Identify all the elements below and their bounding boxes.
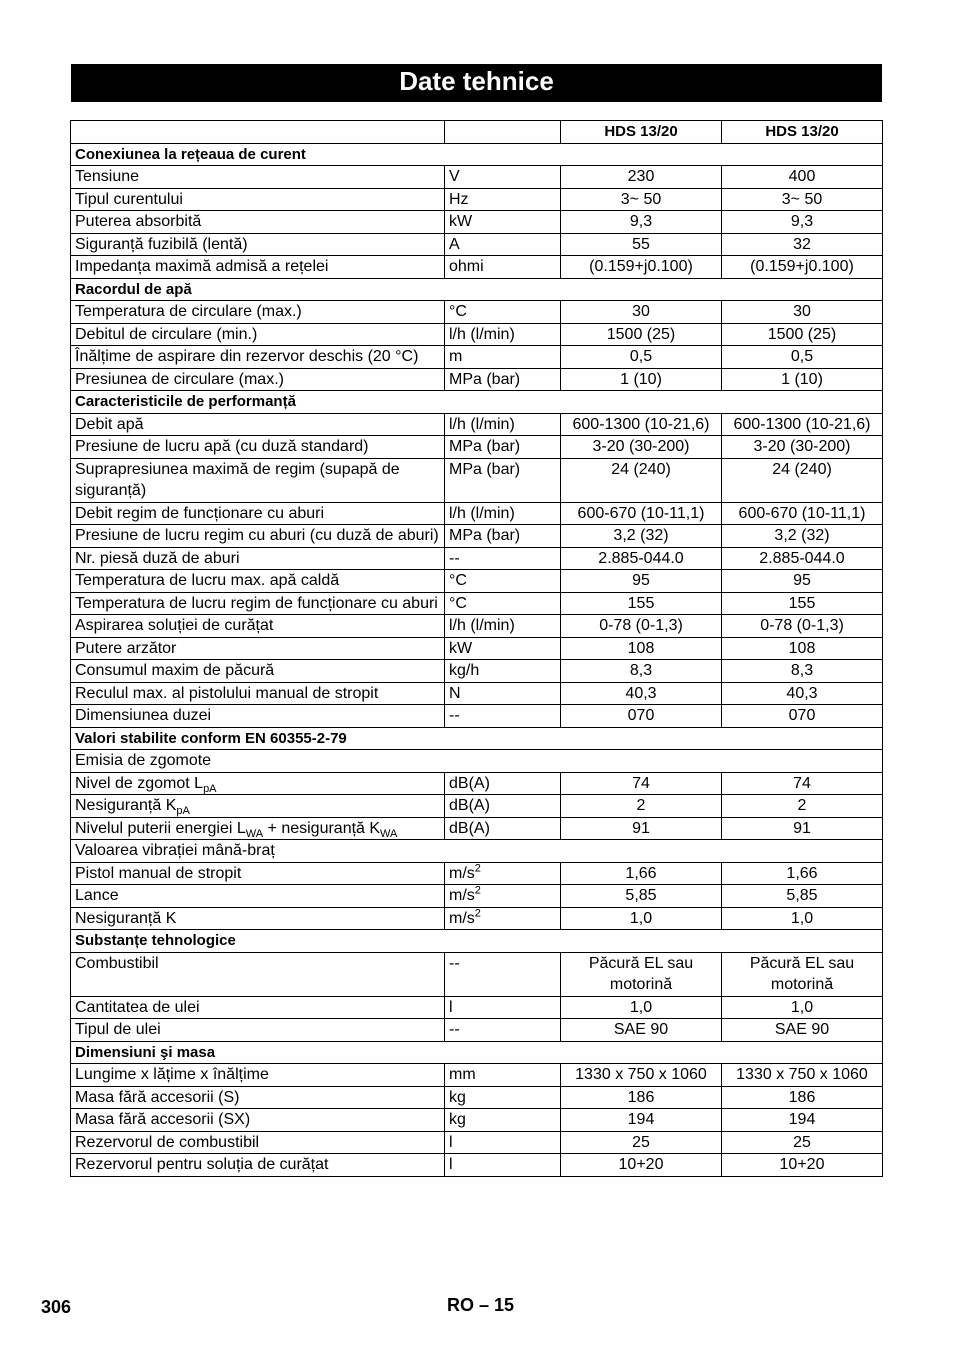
technical-data-table bbox=[70, 120, 883, 1177]
section-header-row bbox=[71, 727, 883, 750]
subsection-title: Emisia de zgomote bbox=[71, 750, 883, 773]
unit: l bbox=[449, 998, 453, 1016]
param-label: Nivel de zgomot L bbox=[75, 774, 204, 792]
unit-cell bbox=[445, 885, 561, 908]
unit-cell bbox=[445, 436, 561, 459]
value-model-2: 8,3 bbox=[722, 660, 883, 683]
value-model-1: 186 bbox=[561, 1086, 722, 1109]
unit-cell bbox=[445, 346, 561, 369]
param-label-cell bbox=[71, 436, 445, 459]
table-header-row bbox=[71, 121, 883, 144]
section-title: Dimensiuni şi masa bbox=[71, 1041, 883, 1064]
table-row bbox=[71, 817, 883, 840]
table-row bbox=[71, 413, 883, 436]
page-title: Date tehnice bbox=[71, 64, 882, 102]
value-model-1: 600-670 (10-11,1) bbox=[561, 502, 722, 525]
value-model-1: 194 bbox=[561, 1109, 722, 1132]
param-label-cell bbox=[71, 188, 445, 211]
unit-cell bbox=[445, 166, 561, 189]
unit: dB(A) bbox=[449, 797, 490, 814]
header-model-2: HDS 13/20 bbox=[722, 121, 883, 144]
param-label-tail-subscript: WA bbox=[380, 827, 398, 840]
value-model-1: 74 bbox=[561, 772, 722, 795]
unit: l/h (l/min) bbox=[449, 617, 515, 634]
value-model-2: 1,0 bbox=[722, 907, 883, 930]
param-label: Rezervorul de combustibil bbox=[75, 1133, 260, 1151]
unit-cell bbox=[445, 862, 561, 885]
param-label-cell bbox=[71, 1086, 445, 1109]
param-label: Înălțime de aspirare din rezervor deschis (20 °C) bbox=[75, 348, 419, 365]
header-label-cell bbox=[71, 121, 445, 144]
value-model-2: 95 bbox=[722, 570, 883, 593]
unit-cell bbox=[445, 705, 561, 728]
param-label-cell bbox=[71, 682, 445, 705]
unit: -- bbox=[449, 954, 460, 972]
unit-cell bbox=[445, 660, 561, 683]
param-label-cell bbox=[71, 996, 445, 1019]
param-label-cell bbox=[71, 1064, 445, 1087]
unit: l bbox=[449, 1156, 453, 1173]
unit: kW bbox=[449, 213, 473, 230]
table-row bbox=[71, 502, 883, 525]
unit: kW bbox=[449, 639, 473, 657]
table-row bbox=[71, 256, 883, 279]
value-model-1: 3,2 (32) bbox=[561, 525, 722, 548]
unit: MPa (bar) bbox=[449, 460, 521, 478]
value-model-1: 1,0 bbox=[561, 996, 722, 1019]
param-label: Temperatura de lucru max. apă caldă bbox=[75, 572, 340, 589]
table-row bbox=[71, 795, 883, 818]
value-model-1: 070 bbox=[561, 705, 722, 728]
value-model-1: 1,66 bbox=[561, 862, 722, 885]
value-model-2: 32 bbox=[722, 233, 883, 256]
param-label: Nesiguranță K bbox=[75, 909, 177, 927]
value-model-1: 55 bbox=[561, 233, 722, 256]
table-row bbox=[71, 301, 883, 324]
unit: m bbox=[449, 348, 463, 365]
param-label-cell bbox=[71, 301, 445, 324]
value-model-2: 400 bbox=[722, 166, 883, 189]
table-row bbox=[71, 862, 883, 885]
value-model-2: 2 bbox=[722, 795, 883, 818]
param-label: Lungime x lățime x înălțime bbox=[75, 1066, 269, 1083]
unit-cell bbox=[445, 368, 561, 391]
value-model-2: 5,85 bbox=[722, 885, 883, 908]
table-row bbox=[71, 436, 883, 459]
value-model-2: 3,2 (32) bbox=[722, 525, 883, 548]
header-model-1: HDS 13/20 bbox=[561, 121, 722, 144]
value-model-2: Păcură EL sau motorină bbox=[722, 952, 883, 996]
unit-cell bbox=[445, 1131, 561, 1154]
value-model-2: 40,3 bbox=[722, 682, 883, 705]
unit: l/h (l/min) bbox=[449, 415, 515, 433]
unit: dB(A) bbox=[449, 819, 490, 837]
value-model-1: 2.885-044.0 bbox=[561, 547, 722, 570]
unit: kg bbox=[449, 1088, 466, 1106]
param-label-cell bbox=[71, 795, 445, 818]
value-model-1: 2 bbox=[561, 795, 722, 818]
unit: MPa (bar) bbox=[449, 527, 521, 544]
table-row bbox=[71, 885, 883, 908]
unit: m/s bbox=[449, 887, 475, 904]
unit-superscript: 2 bbox=[474, 862, 481, 875]
table-row bbox=[71, 615, 883, 638]
param-label: Rezervorul pentru soluția de curățat bbox=[75, 1156, 329, 1173]
page-number: 306 bbox=[41, 1297, 72, 1317]
unit: ohmi bbox=[449, 258, 484, 275]
section-title: Valori stabilite conform EN 60355-2-79 bbox=[71, 727, 883, 750]
section-title: Racordul de apă bbox=[71, 278, 883, 301]
value-model-1: 155 bbox=[561, 592, 722, 615]
value-model-2: 155 bbox=[722, 592, 883, 615]
unit: -- bbox=[449, 549, 460, 567]
param-label-cell bbox=[71, 660, 445, 683]
section-title: Substanțe tehnologice bbox=[71, 930, 883, 953]
unit: -- bbox=[449, 707, 460, 724]
param-label: Pistol manual de stropit bbox=[75, 864, 242, 882]
param-label-cell bbox=[71, 637, 445, 660]
value-model-1: 9,3 bbox=[561, 211, 722, 234]
table-row bbox=[71, 1131, 883, 1154]
value-model-2: (0.159+j0.100) bbox=[722, 256, 883, 279]
param-label-cell bbox=[71, 907, 445, 930]
param-label: Consumul maxim de păcură bbox=[75, 662, 275, 679]
param-label-cell bbox=[71, 772, 445, 795]
value-model-1: 3-20 (30-200) bbox=[561, 436, 722, 459]
value-model-1: 1500 (25) bbox=[561, 323, 722, 346]
value-model-1: 230 bbox=[561, 166, 722, 189]
unit-cell bbox=[445, 502, 561, 525]
value-model-2: 3-20 (30-200) bbox=[722, 436, 883, 459]
value-model-1: 0,5 bbox=[561, 346, 722, 369]
param-label: Debitul de circulare (min.) bbox=[75, 325, 258, 343]
unit: l/h (l/min) bbox=[449, 325, 515, 343]
unit-cell bbox=[445, 256, 561, 279]
param-label: Lance bbox=[75, 887, 119, 904]
value-model-1: 3~ 50 bbox=[561, 188, 722, 211]
unit: °C bbox=[449, 303, 467, 320]
unit: kg bbox=[449, 1111, 466, 1128]
table-row bbox=[71, 1064, 883, 1087]
unit-cell bbox=[445, 682, 561, 705]
param-label-subscript: pA bbox=[176, 805, 190, 818]
param-label-cell bbox=[71, 615, 445, 638]
unit-cell bbox=[445, 323, 561, 346]
value-model-1: 95 bbox=[561, 570, 722, 593]
unit-cell bbox=[445, 211, 561, 234]
value-model-2: 108 bbox=[722, 637, 883, 660]
unit-superscript: 2 bbox=[474, 884, 481, 897]
value-model-2: 070 bbox=[722, 705, 883, 728]
unit: A bbox=[449, 235, 460, 253]
param-label: Puterea absorbită bbox=[75, 213, 202, 230]
section-header-row bbox=[71, 391, 883, 414]
param-label-cell bbox=[71, 368, 445, 391]
param-label-cell bbox=[71, 502, 445, 525]
table-row bbox=[71, 682, 883, 705]
param-label-cell bbox=[71, 592, 445, 615]
param-label: Temperatura de circulare (max.) bbox=[75, 303, 302, 320]
param-label-cell bbox=[71, 233, 445, 256]
param-label-cell bbox=[71, 346, 445, 369]
param-label: Masa fără accesorii (S) bbox=[75, 1088, 240, 1106]
subsection-title: Valoarea vibrației mână-braț bbox=[71, 840, 883, 863]
unit: -- bbox=[449, 1021, 460, 1038]
table-row bbox=[71, 1086, 883, 1109]
value-model-2: 600-1300 (10-21,6) bbox=[722, 413, 883, 436]
unit-cell bbox=[445, 301, 561, 324]
param-label: Combustibil bbox=[75, 954, 159, 972]
unit-cell bbox=[445, 795, 561, 818]
value-model-1: (0.159+j0.100) bbox=[561, 256, 722, 279]
table-row bbox=[71, 592, 883, 615]
unit-cell bbox=[445, 952, 561, 996]
param-label: Suprapresiunea maximă de regim (supapă de siguranță) bbox=[75, 460, 400, 499]
param-label: Presiunea de circulare (max.) bbox=[75, 370, 284, 388]
value-model-2: 0-78 (0-1,3) bbox=[722, 615, 883, 638]
value-model-1: 30 bbox=[561, 301, 722, 324]
value-model-2: 10+20 bbox=[722, 1154, 883, 1177]
table-row bbox=[71, 233, 883, 256]
param-label-cell bbox=[71, 525, 445, 548]
value-model-2: 186 bbox=[722, 1086, 883, 1109]
table-row bbox=[71, 368, 883, 391]
table-row bbox=[71, 952, 883, 996]
value-model-2: 1500 (25) bbox=[722, 323, 883, 346]
param-label: Presiune de lucru apă (cu duză standard) bbox=[75, 438, 369, 455]
value-model-2: 1,66 bbox=[722, 862, 883, 885]
value-model-1: 10+20 bbox=[561, 1154, 722, 1177]
unit: dB(A) bbox=[449, 774, 490, 792]
table-row bbox=[71, 211, 883, 234]
value-model-1: 600-1300 (10-21,6) bbox=[561, 413, 722, 436]
unit: Hz bbox=[449, 190, 469, 208]
param-label-cell bbox=[71, 1154, 445, 1177]
value-model-1: 25 bbox=[561, 1131, 722, 1154]
param-label: Cantitatea de ulei bbox=[75, 998, 200, 1016]
unit: °C bbox=[449, 594, 467, 612]
param-label: Presiune de lucru regim cu aburi (cu duză de aburi) bbox=[75, 527, 439, 544]
param-label: Dimensiunea duzei bbox=[75, 707, 212, 724]
param-label-cell bbox=[71, 547, 445, 570]
param-label-cell bbox=[71, 458, 445, 502]
value-model-1: 40,3 bbox=[561, 682, 722, 705]
table-row bbox=[71, 1154, 883, 1177]
value-model-2: 1 (10) bbox=[722, 368, 883, 391]
param-label-cell bbox=[71, 323, 445, 346]
unit-cell bbox=[445, 458, 561, 502]
param-label: Nr. piesă duză de aburi bbox=[75, 549, 240, 567]
unit-cell bbox=[445, 413, 561, 436]
table-row bbox=[71, 166, 883, 189]
unit-cell bbox=[445, 1064, 561, 1087]
param-label: Reculul max. al pistolului manual de stropit bbox=[75, 684, 379, 702]
unit-cell bbox=[445, 547, 561, 570]
value-model-1: Păcură EL sau motorină bbox=[561, 952, 722, 996]
unit: m/s bbox=[449, 864, 475, 882]
param-label-cell bbox=[71, 885, 445, 908]
param-label-cell bbox=[71, 256, 445, 279]
unit-cell bbox=[445, 772, 561, 795]
value-model-2: 600-670 (10-11,1) bbox=[722, 502, 883, 525]
section-header-row bbox=[71, 143, 883, 166]
unit-cell bbox=[445, 188, 561, 211]
value-model-1: 1,0 bbox=[561, 907, 722, 930]
unit-cell bbox=[445, 637, 561, 660]
value-model-1: 5,85 bbox=[561, 885, 722, 908]
param-label: Debit regim de funcționare cu aburi bbox=[75, 504, 325, 522]
table-row bbox=[71, 525, 883, 548]
param-label: Temperatura de lucru regim de funcționare cu aburi bbox=[75, 594, 438, 612]
value-model-1: 108 bbox=[561, 637, 722, 660]
value-model-2: SAE 90 bbox=[722, 1019, 883, 1042]
param-label-cell bbox=[71, 211, 445, 234]
unit-cell bbox=[445, 615, 561, 638]
value-model-1: 1330 x 750 x 1060 bbox=[561, 1064, 722, 1087]
param-label-cell bbox=[71, 166, 445, 189]
subsection-row bbox=[71, 840, 883, 863]
unit-cell bbox=[445, 1086, 561, 1109]
header-unit-cell bbox=[445, 121, 561, 144]
unit: N bbox=[449, 684, 461, 702]
table-row bbox=[71, 1109, 883, 1132]
table-row bbox=[71, 188, 883, 211]
param-label-cell bbox=[71, 1109, 445, 1132]
param-label-cell bbox=[71, 705, 445, 728]
value-model-2: 1330 x 750 x 1060 bbox=[722, 1064, 883, 1087]
param-label-subscript: WA bbox=[245, 827, 264, 840]
value-model-2: 194 bbox=[722, 1109, 883, 1132]
value-model-2: 9,3 bbox=[722, 211, 883, 234]
param-label-cell bbox=[71, 817, 445, 840]
param-label: Aspirarea soluției de curățat bbox=[75, 617, 274, 634]
param-label: Tipul curentului bbox=[75, 190, 183, 208]
param-label-cell bbox=[71, 570, 445, 593]
param-label: Siguranță fuzibilă (lentă) bbox=[75, 235, 248, 253]
value-model-1: 8,3 bbox=[561, 660, 722, 683]
value-model-1: 91 bbox=[561, 817, 722, 840]
table-row bbox=[71, 907, 883, 930]
page-reference: RO – 15 bbox=[447, 1295, 515, 1315]
param-label: Putere arzător bbox=[75, 639, 177, 657]
unit-cell bbox=[445, 1109, 561, 1132]
param-label: Tipul de ulei bbox=[75, 1021, 161, 1038]
section-header-row bbox=[71, 930, 883, 953]
unit-cell bbox=[445, 1154, 561, 1177]
param-label-cell bbox=[71, 952, 445, 996]
table-row bbox=[71, 458, 883, 502]
subsection-row bbox=[71, 750, 883, 773]
value-model-2: 91 bbox=[722, 817, 883, 840]
unit: kg/h bbox=[449, 662, 480, 679]
param-label-cell bbox=[71, 1131, 445, 1154]
param-label-subscript: pA bbox=[203, 782, 217, 795]
table-row bbox=[71, 705, 883, 728]
param-label-tail: + nesiguranță K bbox=[263, 819, 381, 837]
unit: l bbox=[449, 1133, 453, 1151]
section-title: Conexiunea la rețeaua de curent bbox=[71, 143, 883, 166]
table-row bbox=[71, 637, 883, 660]
value-model-2: 2.885-044.0 bbox=[722, 547, 883, 570]
unit: V bbox=[449, 168, 460, 185]
section-header-row bbox=[71, 278, 883, 301]
unit-cell bbox=[445, 817, 561, 840]
unit: mm bbox=[449, 1066, 476, 1083]
unit-cell bbox=[445, 233, 561, 256]
table-row bbox=[71, 570, 883, 593]
param-label: Tensiune bbox=[75, 168, 140, 185]
unit: °C bbox=[449, 572, 467, 589]
unit: MPa (bar) bbox=[449, 370, 521, 388]
param-label: Masa fără accesorii (SX) bbox=[75, 1111, 251, 1128]
unit-cell bbox=[445, 1019, 561, 1042]
value-model-2: 25 bbox=[722, 1131, 883, 1154]
value-model-2: 3~ 50 bbox=[722, 188, 883, 211]
value-model-2: 30 bbox=[722, 301, 883, 324]
unit-cell bbox=[445, 525, 561, 548]
unit: MPa (bar) bbox=[449, 438, 521, 455]
unit-cell bbox=[445, 907, 561, 930]
table-row bbox=[71, 996, 883, 1019]
param-label-cell bbox=[71, 862, 445, 885]
section-header-row bbox=[71, 1041, 883, 1064]
value-model-2: 0,5 bbox=[722, 346, 883, 369]
value-model-1: 24 (240) bbox=[561, 458, 722, 502]
param-label: Debit apă bbox=[75, 415, 144, 433]
section-title: Caracteristicile de performanță bbox=[71, 391, 883, 414]
param-label: Nivelul puterii energiei L bbox=[75, 819, 246, 837]
table-row bbox=[71, 547, 883, 570]
table-row bbox=[71, 346, 883, 369]
unit-superscript: 2 bbox=[474, 907, 481, 920]
table-row bbox=[71, 323, 883, 346]
table-row bbox=[71, 660, 883, 683]
param-label: Impedanța maximă admisă a rețelei bbox=[75, 258, 329, 275]
unit-cell bbox=[445, 570, 561, 593]
unit-cell bbox=[445, 996, 561, 1019]
value-model-1: 1 (10) bbox=[561, 368, 722, 391]
table-row bbox=[71, 772, 883, 795]
table-row bbox=[71, 1019, 883, 1042]
value-model-2: 1,0 bbox=[722, 996, 883, 1019]
param-label: Nesiguranță K bbox=[75, 797, 177, 814]
param-label-cell bbox=[71, 413, 445, 436]
unit: l/h (l/min) bbox=[449, 504, 515, 522]
unit: m/s bbox=[449, 909, 475, 927]
value-model-1: SAE 90 bbox=[561, 1019, 722, 1042]
value-model-2: 74 bbox=[722, 772, 883, 795]
value-model-2: 24 (240) bbox=[722, 458, 883, 502]
value-model-1: 0-78 (0-1,3) bbox=[561, 615, 722, 638]
unit-cell bbox=[445, 592, 561, 615]
param-label-cell bbox=[71, 1019, 445, 1042]
